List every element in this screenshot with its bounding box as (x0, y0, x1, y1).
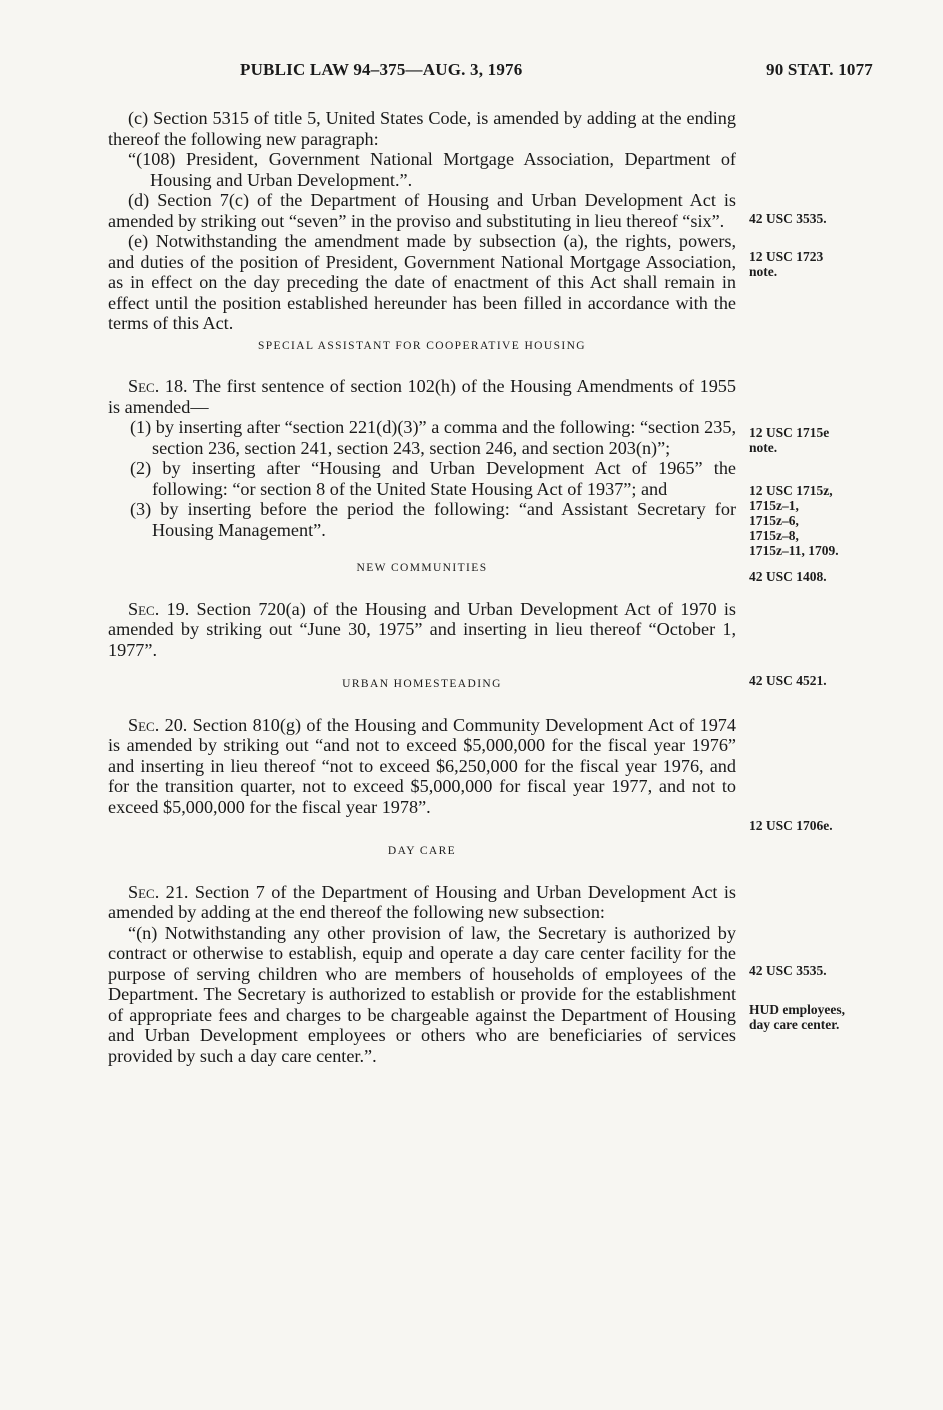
margin-note-12-usc-1715z: 12 USC 1715z, 1715z–1, 1715z–6, 1715z–8, 1715z–11, 1709. (749, 483, 839, 558)
section-21 (108, 882, 736, 923)
margin-note-42-usc-4521: 42 USC 4521. (749, 673, 827, 688)
margin-note-42-usc-1408: 42 USC 1408. (749, 569, 827, 584)
margin-note-42-usc-3535: 42 USC 3535. (749, 211, 827, 226)
section-18-label: Sec (128, 376, 155, 396)
margin-note-hud-employees: HUD employees, day care center. (749, 1002, 845, 1032)
section-20-label: Sec (128, 714, 155, 735)
header-title: PUBLIC LAW 94–375—AUG. 3, 1976 (240, 60, 523, 79)
heading-day-care: DAY CARE (387, 845, 457, 857)
margin-note-42-usc-3535-b: 42 USC 3535. (749, 963, 827, 978)
section-18-item-3: (3) by inserting before the period the following: “and Assistant Secretary for Housing Management”. (130, 499, 736, 540)
section-21-label: Sec (128, 881, 155, 902)
paragraph-d: (d) Section 7(c) of the Department of Housing and Urban Development Act is amended by striking out “seven” in the proviso and substituting in lieu thereof “six”. (108, 190, 736, 231)
heading-urban-homesteading: URBAN HOMESTEADING (342, 678, 502, 690)
section-21-subsection-n: “(n) Notwithstanding any other provision of law, the Secretary is authorized by contract or otherwise to establish, equip and operate a day care center facility for the purpose of serving children who are members of households of employees of the Department. The Secretary is authorized to establish or provide for the establishment of appropriate fees and charges to be chargeable against the Department of Housing and Urban Development employees or others who are beneficiaries of services provided by such a day care center.”. (108, 922, 736, 1066)
page-header (108, 60, 873, 84)
header-stat-citation: 90 STAT. 1077 (766, 60, 873, 79)
heading-new-communities: NEW COMMUNITIES (356, 562, 488, 574)
section-20-text: . 20. Section 810(g) of the Housing and Community Development Act of 1974 is amended by striking out “and not to exceed $5,000,000 for the fiscal year 1976” and inserting in lieu thereof “not to exceed $6,250,000 for the fiscal year 1976, and for the transition quarter, not to exceed $5,000,000 for fiscal year 1977, and not to exceed $5,000,000 for the fiscal year 1978”. (108, 714, 736, 817)
section-20 (108, 715, 736, 818)
section-18-item-2: (2) by inserting after “Housing and Urban Development Act of 1965” the following: “or section 8 of the United State Housing Act of 1937”; and (130, 458, 736, 499)
margin-note-12-usc-1715e: 12 USC 1715e note. (749, 425, 830, 455)
main-text-column (108, 108, 736, 1066)
paragraph-c: (c) Section 5315 of title 5, United States Code, is amended by adding at the ending thereof the following new paragraph: (108, 108, 736, 149)
section-19-label: Sec (128, 598, 155, 619)
section-18 (108, 376, 736, 417)
paragraph-e: (e) Notwithstanding the amendment made by subsection (a), the rights, powers, and duties of the position of President, Government National Mortgage Association, as in effect on the day preceding the date of enactment of this Act shall remain in effect until the position established hereunder has been filled in accordance with the terms of this Act. (108, 231, 736, 333)
section-18-text: . 18. The first sentence of section 102(h) of the Housing Amendments of 1955 is amended— (108, 376, 736, 417)
heading-special-assistant: SPECIAL ASSISTANT FOR COOPERATIVE HOUSING (257, 339, 587, 352)
margin-note-12-usc-1706e: 12 USC 1706e. (749, 818, 833, 833)
margin-note-12-usc-1723: 12 USC 1723 note. (749, 249, 824, 279)
section-18-item-1: (1) by inserting after “section 221(d)(3)” a comma and the following: “section 235, section 236, section 241, section 243, section 246, and section 203(n)”; (130, 417, 736, 458)
section-19-text: . 19. Section 720(a) of the Housing and Urban Development Act of 1970 is amended by striking out “June 30, 1975” and inserting in lieu thereof “October 1, 1977”. (108, 598, 736, 660)
paragraph-108: “(108) President, Government National Mortgage Association, Department of Housing and Urban Development.”. (128, 149, 736, 190)
section-21-text: . 21. Section 7 of the Department of Housing and Urban Development Act is amended by adding at the end thereof the following new subsection: (108, 881, 736, 922)
section-19 (108, 599, 736, 661)
